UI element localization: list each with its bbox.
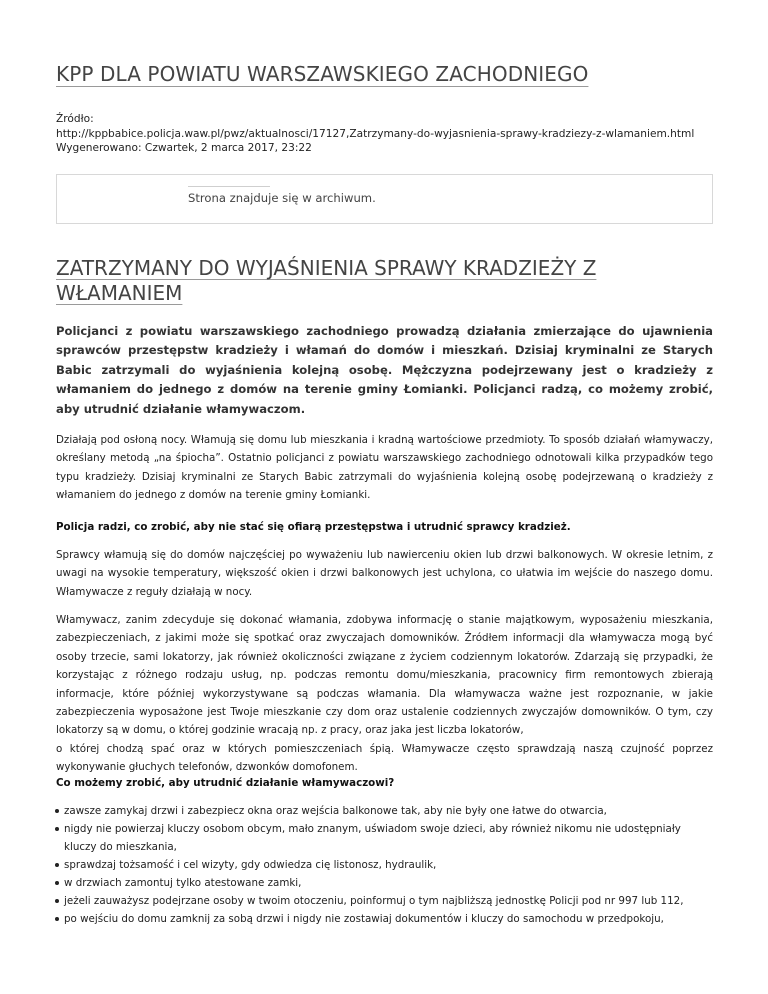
article-heading-2: Co możemy zrobić, aby utrudnić działanie włamywaczowi? bbox=[56, 777, 395, 789]
site-title: KPP DLA POWIATU WARSZAWSKIEGO ZACHODNIEGO bbox=[56, 62, 589, 86]
source-label: Źródło: bbox=[56, 113, 94, 125]
article-heading-1: Policja radzi, co zrobić, aby nie stać się ofiarą przestępstwa i utrudnić sprawcy kradzież. bbox=[56, 521, 571, 533]
list-item bbox=[56, 892, 713, 910]
list-item-text: po wejściu do domu zamknij za sobą drzwi i nigdy nie zostawiaj dokumentów i kluczy do samochodu w przedpokoju, bbox=[64, 913, 664, 925]
bullet-icon bbox=[55, 899, 59, 903]
archive-notice: Strona znajduje się w archiwum. bbox=[188, 191, 376, 205]
article-paragraph-3b: o której chodzą spać oraz w których pomieszczeniach śpią. Włamywacze często sprawdzają naszą czujność poprzez wykonywanie głuchych telefonów, dzwonków domofonem. bbox=[56, 742, 713, 774]
list-item bbox=[56, 874, 713, 892]
list-item bbox=[56, 910, 713, 928]
source-url: http://kppbabice.policja.waw.pl/pwz/aktualnosci/17127,Zatrzymany-do-wyjasnienia-sprawy-kradziezy-z-wlamaniem.html bbox=[56, 127, 695, 140]
bullet-icon bbox=[55, 881, 59, 885]
article-paragraph-2: Sprawcy włamują się do domów najczęściej po wyważeniu lub nawierceniu okien lub drzwi balkonowych. W okresie letnim, z uwagi na wysokie temperatury, większość okien i drzwi balkonowych jest uchylona, co ułatwia im wejście do naszego domu. Włamywacze z reguły działają w nocy. bbox=[56, 549, 713, 598]
tips-list bbox=[56, 802, 713, 928]
bullet-icon bbox=[55, 917, 59, 921]
article-paragraph-1: Działają pod osłoną nocy. Włamują się domu lub mieszkania i kradną wartościowe przedmioty. To sposób działań włamywaczy, określany metodą „na śpiocha”. Ostatnio policjanci z powiatu warszawskiego zachodniego odnotowali kilka przypadków tego typu kradzieży. Dzisiaj kryminalni ze Starych Babic zatrzymali do wyjaśnienia kolejną osobę podejrzewaną o kradzieży z włamaniem do jednego z domów na terenie gminy Łomianki. bbox=[56, 434, 713, 502]
article-paragraph-3a: Włamywacz, zanim zdecyduje się dokonać włamania, zdobywa informację o stanie majątkowym, wyposażeniu mieszkania, zabezpieczeniach, z jakimi może się spotkać oraz zwyczajach domowników. Źródłem informacji dla włamywacza mogą być osoby trzecie, sami lokatorzy, jak również okoliczności związane z życiem codziennym lokatorów. Zdarzają się przypadki, że korzystając z różnego rodzaju usług, np. podczas remontu domu/mieszkania, pracownicy firm remontowych zbierają informacje, które później wykorzystywane są podczas włamania. Dla włamywacza ważne jest rozpoznanie, w jakie zabezpieczenia wyposażone jest Twoje mieszkanie czy dom oraz ustalenie codziennych zwyczajów domowników. O tym, czy lokatorzy są w domu, o której godzinie wracają np. z pracy, oraz jaka jest liczba lokatorów, bbox=[56, 614, 713, 737]
article-lead: Policjanci z powiatu warszawskiego zachodniego prowadzą działania zmierzające do ujawnienia sprawców przestępstw kradzieży i włamań do domów i mieszkań. Dzisiaj kryminalni ze Starych Babic zatrzymali do wyjaśnienia kolejną osobę. Mężczyzna podejrzewany jest o kradzieży z włamaniem do jednego z domów na terenie gminy Łomianki. Policjanci radzą, co możemy zrobić, aby utrudnić działanie włamywaczom. bbox=[56, 324, 713, 416]
list-item-text: jeżeli zauważysz podejrzane osoby w twoim otoczeniu, poinformuj o tym najbliższą jednostkę Policji pod nr 997 lub 112, bbox=[64, 895, 684, 907]
archive-divider bbox=[188, 186, 270, 187]
list-item bbox=[56, 820, 713, 856]
bullet-icon bbox=[55, 827, 59, 831]
list-item bbox=[56, 856, 713, 874]
list-item-text: nigdy nie powierzaj kluczy osobom obcym, mało znanym, uświadom swoje dzieci, aby również nikomu nie udostępniały kluczy do mieszkania, bbox=[64, 823, 681, 853]
archive-notice-box bbox=[56, 174, 713, 224]
list-item bbox=[56, 802, 713, 820]
list-item-text: zawsze zamykaj drzwi i zabezpiecz okna oraz wejścia balkonowe tak, aby nie były one łatwe do otwarcia, bbox=[64, 805, 607, 817]
bullet-icon bbox=[55, 809, 59, 813]
source-info bbox=[56, 112, 694, 156]
list-item-text: sprawdzaj tożsamość i cel wizyty, gdy odwiedza cię listonosz, hydraulik, bbox=[64, 859, 437, 871]
article-title: ZATRZYMANY DO WYJAŚNIENIA SPRAWY KRADZIEŻY Z WŁAMANIEM bbox=[56, 256, 597, 305]
bullet-icon bbox=[55, 863, 59, 867]
article-paragraph-3 bbox=[56, 611, 713, 777]
generated-date: Wygenerowano: Czwartek, 2 marca 2017, 23:22 bbox=[56, 142, 312, 154]
list-item-text: w drzwiach zamontuj tylko atestowane zamki, bbox=[64, 877, 302, 889]
